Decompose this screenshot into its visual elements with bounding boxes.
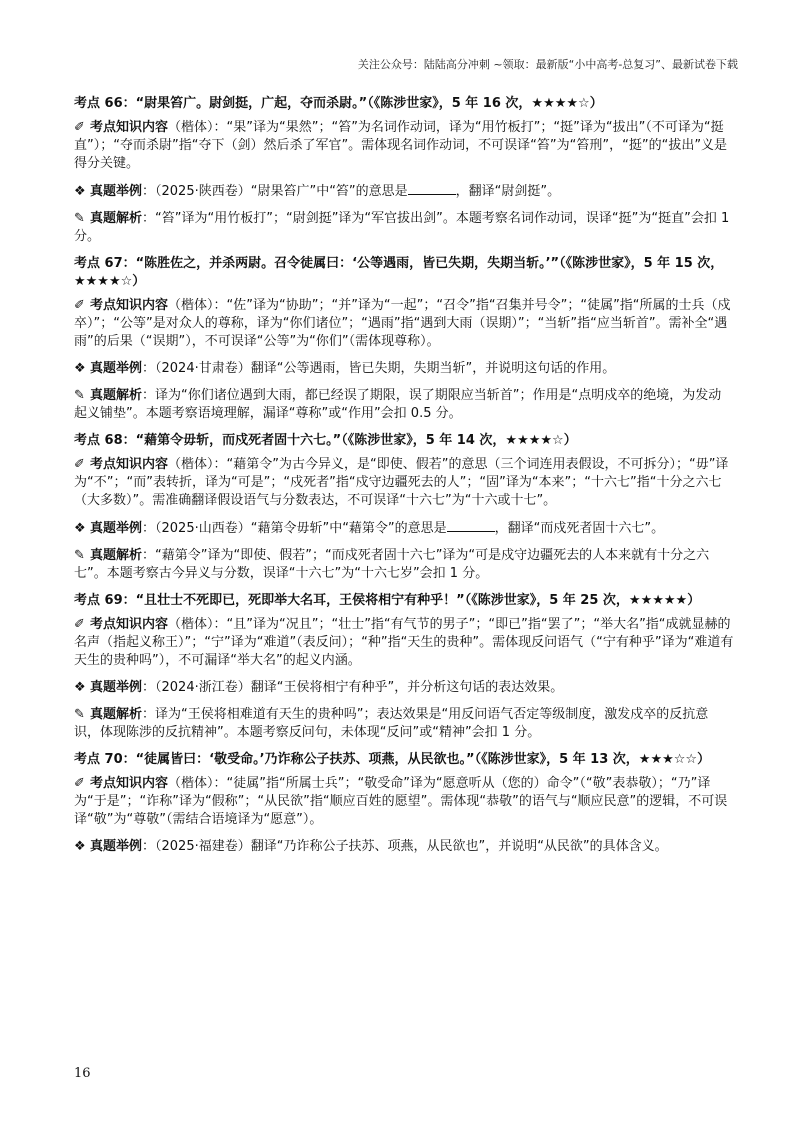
diamond-bullet-icon: ❖ bbox=[74, 839, 86, 854]
section-68 bbox=[74, 432, 734, 583]
pencil-icon: ✐ bbox=[74, 457, 85, 472]
diamond-bullet-icon: ❖ bbox=[74, 184, 86, 199]
example-paragraph bbox=[74, 838, 734, 856]
example-label: 真题举例 bbox=[90, 361, 143, 376]
example-text-end: ，翻译“尉剑挺”。 bbox=[455, 184, 561, 199]
analysis-label: 真题解析 bbox=[90, 388, 143, 403]
section-title: 考点 68：“藉第令毋斩，而戍死者固十六七。”（《陈涉世家》，5 年 14 次，★★★★☆） bbox=[74, 433, 577, 448]
content-text: （楷体）：“佐”译为“协助”；“并”译为“一起”；“召令”指“召集并号令”；“徒属”指“所属的士兵（戍卒）”；“公等”是对众人的尊称，译为“你们诸位”；“遇雨”指“遇到大雨（误期）”；“当斩”指“应当斩首”。需补全“遇雨”的后果（“误期”），不可误译“公等”为“你们”（需体现尊称）。 bbox=[74, 298, 731, 349]
analysis-paragraph bbox=[74, 210, 734, 246]
analysis-text: ：“藉第令”译为“即使、假若”；“而戍死者固十六七”译为“可是戍守边疆死去的人本来就有十分之六七”。本题考察古今异义与分数，误译“十六七”为“十六七岁”会扣 1 分。 bbox=[74, 548, 710, 581]
example-text: ：（2024·甘肃卷）翻译“公等遇雨，皆已失期，失期当斩”，并说明这句话的作用。 bbox=[142, 361, 616, 376]
analysis-label: 真题解析 bbox=[90, 707, 143, 722]
pen-icon: ✎ bbox=[74, 548, 85, 563]
content-paragraph bbox=[74, 616, 734, 670]
section-70 bbox=[74, 751, 734, 856]
analysis-paragraph bbox=[74, 706, 734, 742]
pen-icon: ✎ bbox=[74, 388, 85, 403]
diamond-bullet-icon: ❖ bbox=[74, 680, 86, 695]
section-title: 考点 69：“且壮士不死即已，死即举大名耳，王侯将相宁有种乎！”（《陈涉世家》，5 年 25 次，★★★★★） bbox=[74, 593, 701, 608]
answer-blank bbox=[447, 519, 495, 532]
content-paragraph bbox=[74, 775, 734, 829]
content-label: 考点知识内容 bbox=[90, 776, 169, 791]
section-title: 考点 70：“徒属皆曰：‘敬受命。’乃诈称公子扶苏、项燕，从民欲也。”（《陈涉世家》，5 年 13 次，★★★☆☆） bbox=[74, 752, 711, 767]
page-number: 16 bbox=[74, 1066, 91, 1081]
content-text: （楷体）：“且”译为“况且”；“壮士”指“有气节的男子”；“即已”指“罢了”；“举大名”指“成就显赫的名声（指起义称王）”；“宁”译为“难道”（表反问）；“种”指“天生的贵种”。需体现反问语气（“宁有种乎”译为“难道有天生的贵种吗”），不可漏译“举大名”的起义内涵。 bbox=[74, 617, 734, 668]
answer-blank bbox=[408, 182, 456, 195]
content-label: 考点知识内容 bbox=[90, 617, 169, 632]
diamond-bullet-icon: ❖ bbox=[74, 361, 86, 376]
diamond-bullet-icon: ❖ bbox=[74, 521, 86, 536]
content-paragraph bbox=[74, 297, 734, 351]
pen-icon: ✎ bbox=[74, 707, 85, 722]
analysis-text: ：“笞”译为“用竹板打”；“尉剑挺”译为“军官拔出剑”。本题考察名词作动词，误译“挺”为“挺直”会扣 1 分。 bbox=[74, 211, 730, 244]
example-text: ：（2024·浙江卷）翻译“王侯将相宁有种乎”，并分析这句话的表达效果。 bbox=[142, 680, 564, 695]
analysis-text: ：译为“你们诸位遇到大雨，都已经误了期限，误了期限应当斩首”；作用是“点明戍卒的绝境，为发动起义铺垫”。本题考察语境理解，漏译“尊称”或“作用”会扣 0.5 分。 bbox=[74, 388, 722, 421]
content-label: 考点知识内容 bbox=[90, 120, 169, 135]
example-text: ：（2025·山西卷）“藉第令毋斩”中“藉第令”的意思是 bbox=[142, 521, 447, 536]
example-label: 真题举例 bbox=[90, 184, 143, 199]
example-label: 真题举例 bbox=[90, 680, 143, 695]
content-paragraph bbox=[74, 119, 734, 173]
example-label: 真题举例 bbox=[90, 839, 143, 854]
document-body bbox=[74, 95, 734, 865]
section-69 bbox=[74, 592, 734, 742]
page-header: 关注公众号：陆陆高分冲刺 ~领取：最新版“小中高考-总复习”、最新试卷下载 bbox=[357, 58, 738, 71]
content-paragraph bbox=[74, 456, 734, 510]
section-title: 考点 67：“陈胜佐之，并杀两尉。召令徒属曰：‘公等遇雨，皆已失期，失期当斩。’”（《陈涉世家》，5 年 15 次，★★★★☆） bbox=[74, 256, 724, 289]
pencil-icon: ✐ bbox=[74, 617, 85, 632]
content-text: （楷体）：“果”译为“果然”；“笞”为名词作动词，译为“用竹板打”；“挺”译为“拔出”（不可译为“挺直”）；“夺而杀尉”指“夺下（剑）然后杀了军官”。需体现名词作动词，不可误译“笞”为“笞刑”，“挺”的“拔出”义是得分关键。 bbox=[74, 120, 728, 171]
example-paragraph bbox=[74, 182, 734, 201]
example-text: ：（2025·陕西卷）“尉果笞广”中“笞”的意思是 bbox=[142, 184, 408, 199]
pencil-icon: ✐ bbox=[74, 776, 85, 791]
content-text: （楷体）：“徒属”指“所属士兵”；“敬受命”译为“愿意听从（您的）命令”（“敬”表恭敬）；“乃”译为“于是”；“诈称”译为“假称”；“从民欲”指“顺应百姓的愿望”。需体现“恭敬”的语气与“顺应民意”的逻辑，不可误译“敬”为“尊敬”（需结合语境译为“愿意”）。 bbox=[74, 776, 728, 827]
section-title: 考点 66：“尉果笞广。尉剑挺，广起，夺而杀尉。”（《陈涉世家》，5 年 16 次，★★★★☆） bbox=[74, 96, 603, 111]
analysis-text: ：译为“王侯将相难道有天生的贵种吗”；表达效果是“用反问语气否定等级制度，激发戍卒的反抗意识，体现陈涉的反抗精神”。本题考察反问句，未体现“反问”或“精神”会扣 1 分。 bbox=[74, 707, 709, 740]
content-label: 考点知识内容 bbox=[90, 298, 169, 313]
content-text: （楷体）：“藉第令”为古今异义，是“即使、假若”的意思（三个词连用表假设，不可拆分）；“毋”译为“不”；“而”表转折，译为“可是”；“戍死者”指“戍守边疆死去的人”；“固”译为“本来”；“十六七”指“十分之六七（大多数）”。需准确翻译假设语气与分数表达，不可误译“十六七”为“十六或十七”。 bbox=[74, 457, 729, 508]
analysis-label: 真题解析 bbox=[90, 548, 143, 563]
example-paragraph bbox=[74, 360, 734, 378]
pen-icon: ✎ bbox=[74, 211, 85, 226]
section-67 bbox=[74, 255, 734, 423]
pencil-icon: ✐ bbox=[74, 298, 85, 313]
example-label: 真题举例 bbox=[90, 521, 143, 536]
analysis-paragraph bbox=[74, 387, 734, 423]
example-text-end: ，翻译“而戍死者固十六七”。 bbox=[494, 521, 665, 536]
analysis-paragraph bbox=[74, 547, 734, 583]
analysis-label: 真题解析 bbox=[90, 211, 143, 226]
section-66 bbox=[74, 95, 734, 246]
example-paragraph bbox=[74, 519, 734, 538]
example-paragraph bbox=[74, 679, 734, 697]
example-text: ：（2025·福建卷）翻译“乃诈称公子扶苏、项燕，从民欲也”，并说明“从民欲”的具体含义。 bbox=[142, 839, 668, 854]
content-label: 考点知识内容 bbox=[90, 457, 169, 472]
pencil-icon: ✐ bbox=[74, 120, 85, 135]
